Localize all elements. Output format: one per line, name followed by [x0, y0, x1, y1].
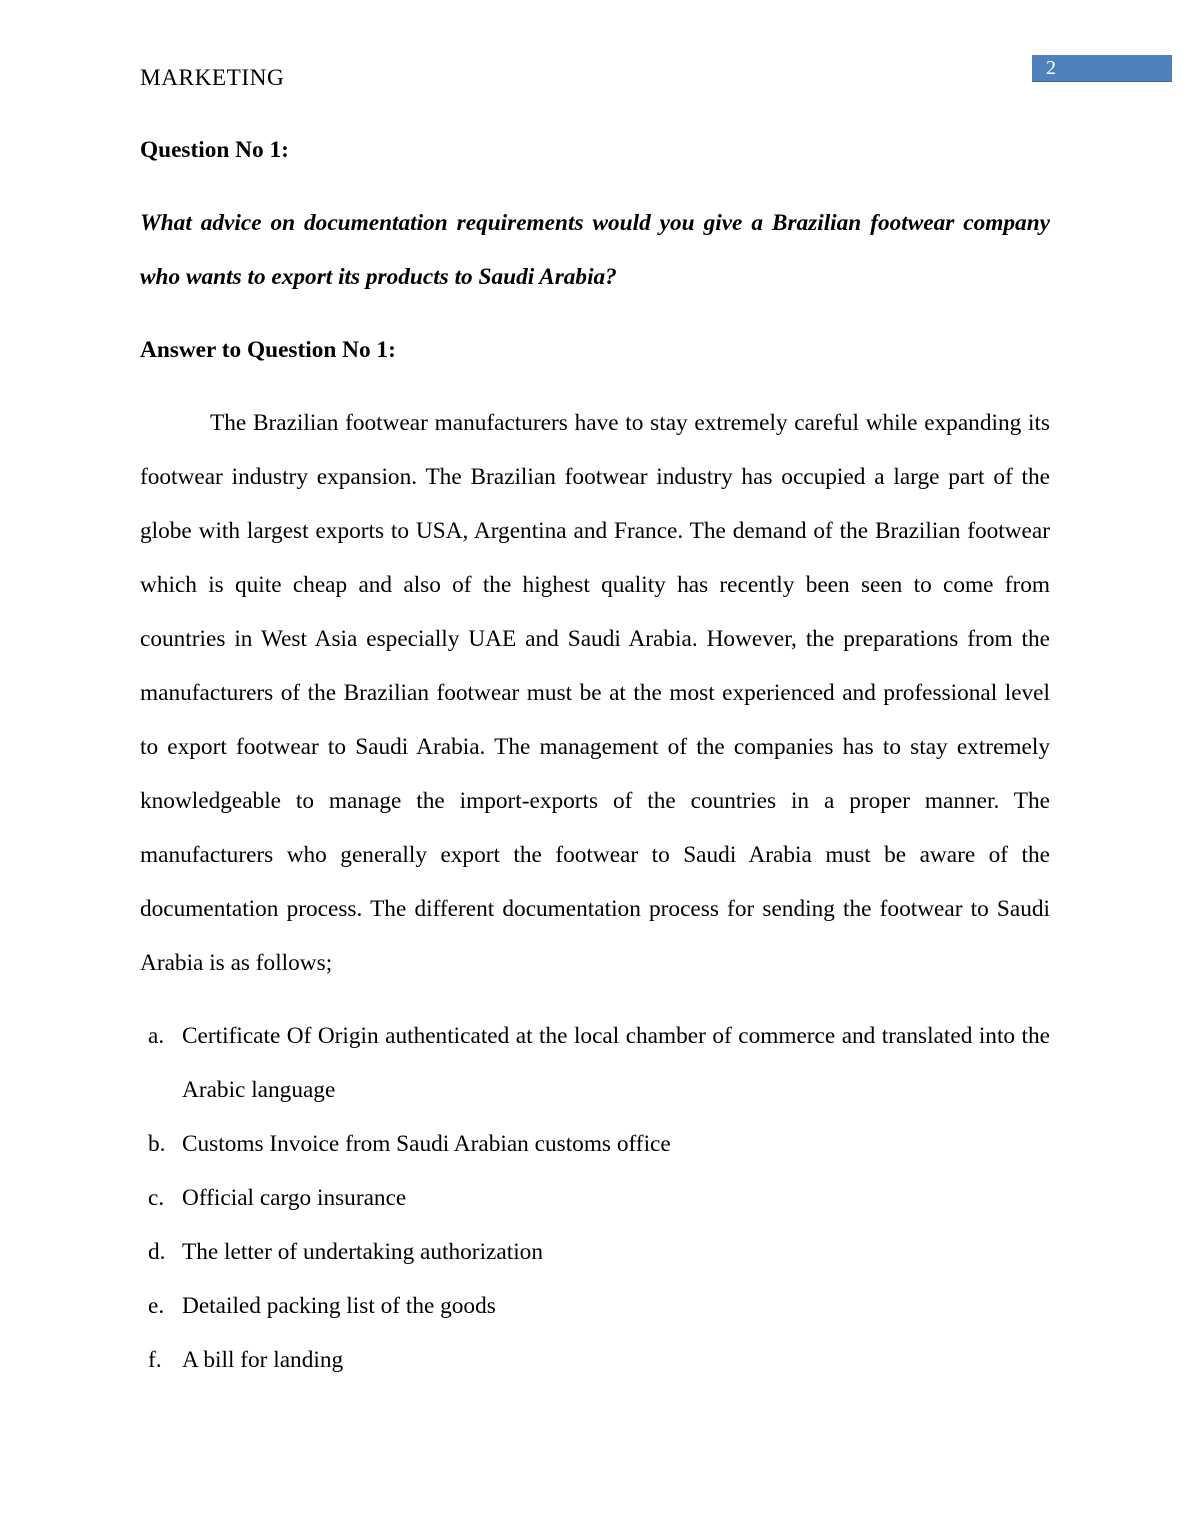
list-marker: f. [148, 1347, 162, 1373]
list-text: Customs Invoice from Saudi Arabian customs office [182, 1131, 671, 1157]
page-number-box [1032, 55, 1172, 82]
list-marker: d. [148, 1239, 166, 1265]
list-text: A bill for landing [182, 1347, 344, 1373]
list-marker: e. [148, 1293, 165, 1319]
list-marker: a. [148, 1023, 165, 1049]
page-number: 2 [1046, 57, 1056, 79]
answer-list [140, 1009, 1050, 1387]
answer-paragraph: The Brazilian footwear manufacturers have to stay extremely careful while expanding its footwear industry expansion. The Brazilian footwear industry has occupied a large part of the globe with largest exports to USA, Argentina and France. The demand of the Brazilian footwear which is quite cheap and also of the highest quality has recently been seen to come from countries in West Asia especially UAE and Saudi Arabia. However, the preparations from the manufacturers of the Brazilian footwear must be at the most experienced and professional level to export footwear to Saudi Arabia. The management of the companies has to stay extremely knowledgeable to manage the import-exports of the countries in a proper manner. The manufacturers who generally export the footwear to Saudi Arabia must be aware of the documentation process. The different documentation process for sending the footwear to Saudi Arabia is as follows; [140, 410, 1050, 976]
list-text: Official cargo insurance [182, 1185, 407, 1211]
list-item [140, 1009, 1050, 1117]
list-text: The letter of undertaking authorization [182, 1239, 543, 1265]
list-item [140, 1279, 1050, 1333]
question-text: What advice on documentation requirements would you give a Brazilian footwear company who wants to export its products to Saudi Arabia? [140, 210, 1050, 290]
list-text: Certificate Of Origin authenticated at the local chamber of commerce and translated into the Arabic language [182, 1023, 1050, 1103]
list-item [140, 1171, 1050, 1225]
running-header: MARKETING [140, 65, 285, 91]
list-item [140, 1225, 1050, 1279]
page-content [140, 0, 1050, 1387]
list-marker: c. [148, 1185, 165, 1211]
list-item [140, 1117, 1050, 1171]
question-heading: Question No 1: [140, 137, 289, 163]
answer-heading: Answer to Question No 1: [140, 337, 396, 363]
list-marker: b. [148, 1131, 166, 1157]
list-text: Detailed packing list of the goods [182, 1293, 496, 1319]
list-item [140, 1333, 1050, 1387]
